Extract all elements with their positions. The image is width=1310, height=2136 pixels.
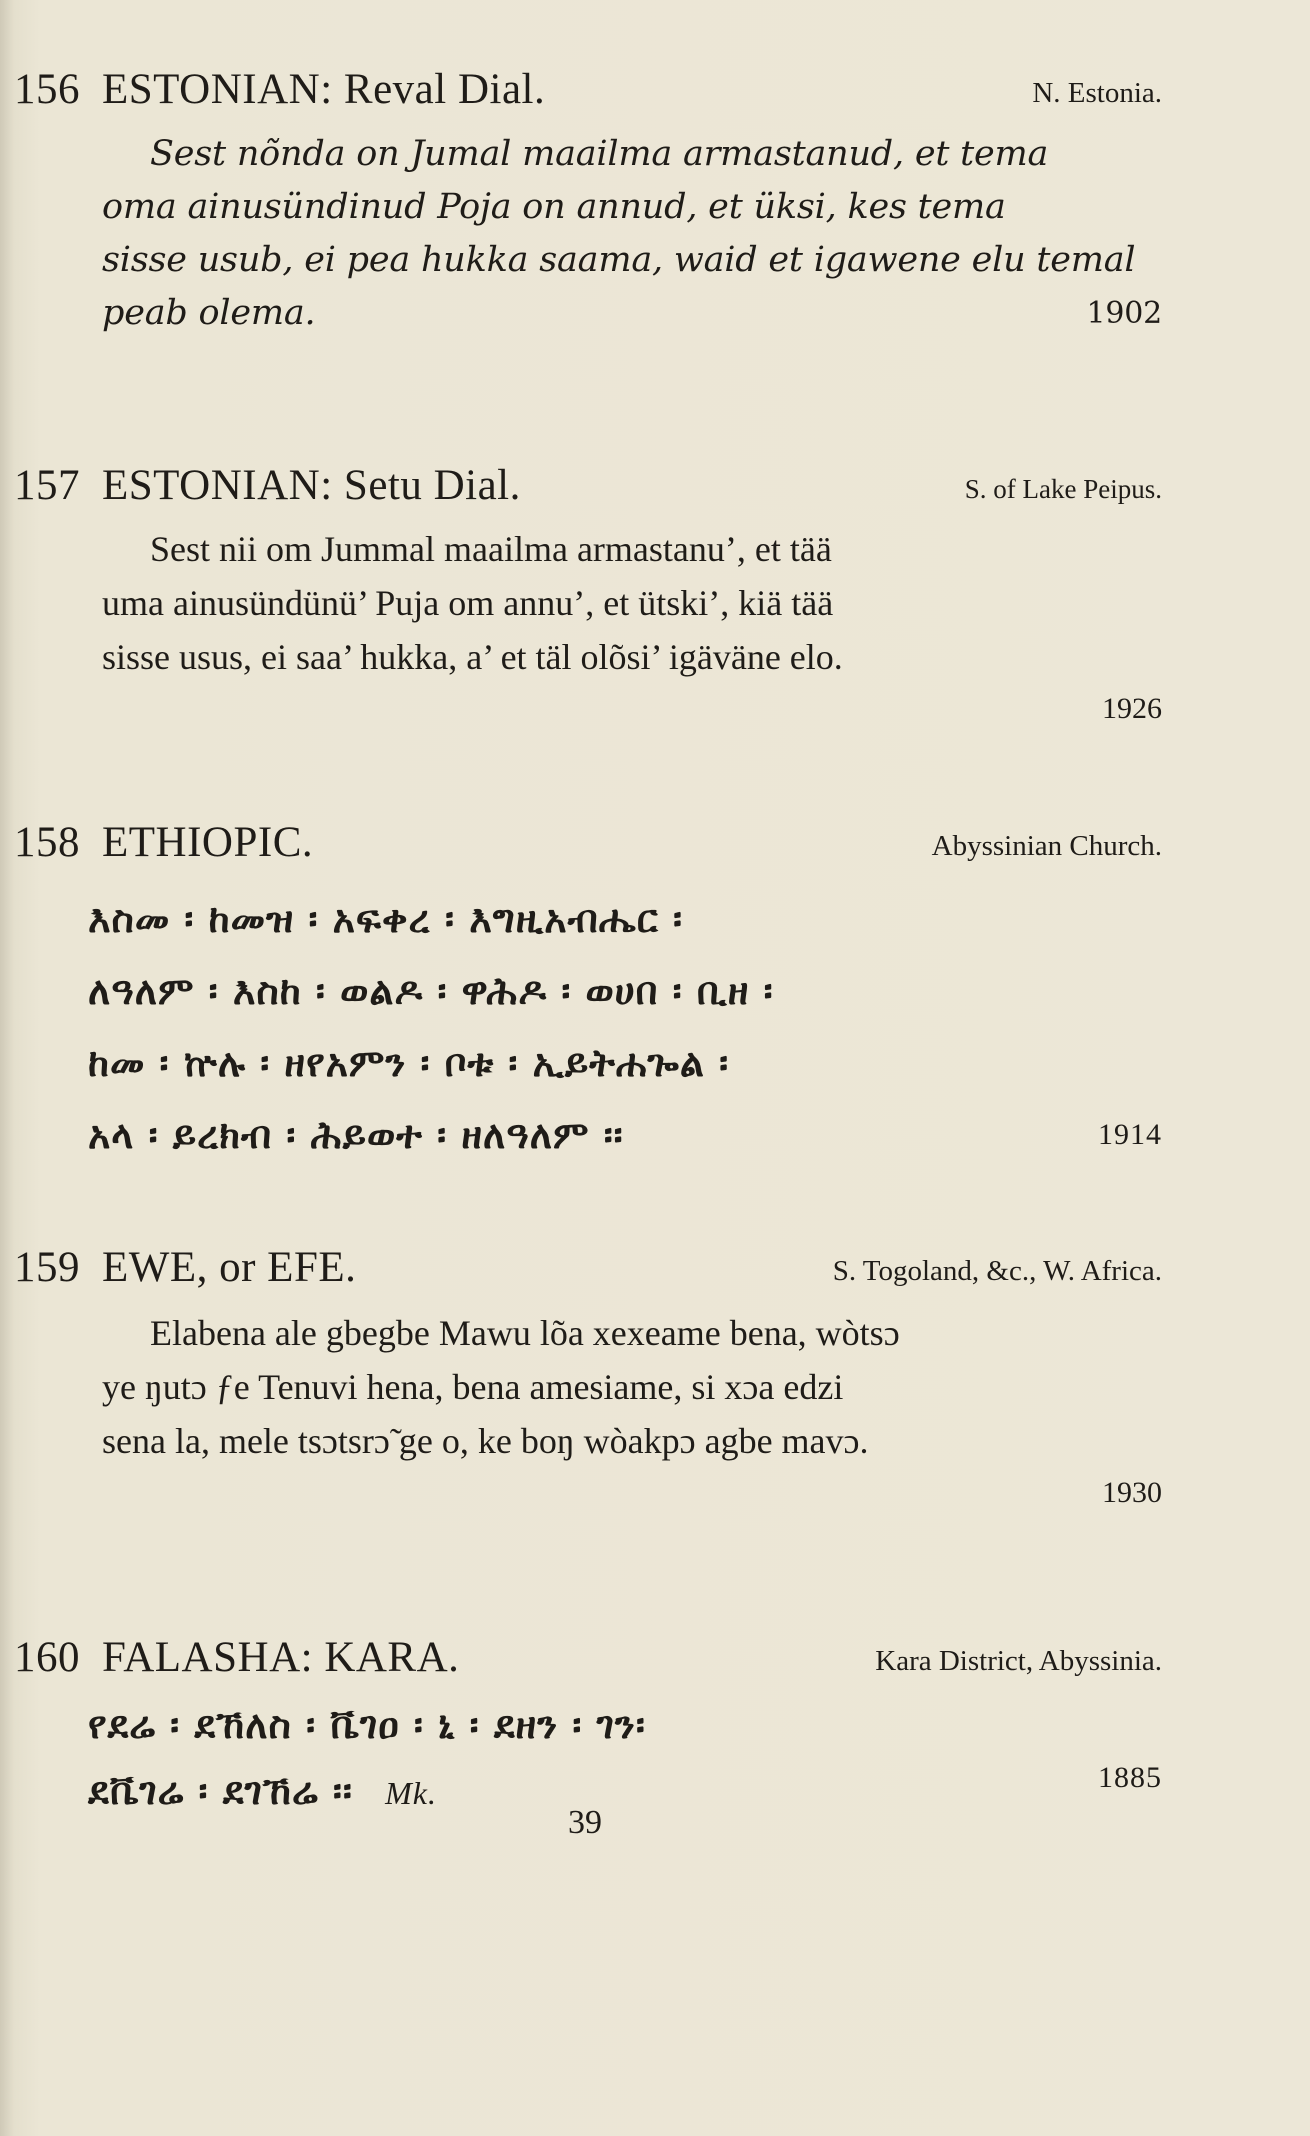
source-abbreviation: Mk. [385, 1775, 437, 1811]
entry-year: 1930 [1102, 1476, 1162, 1509]
entry-number: 157 [14, 462, 80, 509]
text-line: Sest nii om Jummal maailma armastanu’, et tää [150, 529, 832, 569]
entry-number: 156 [14, 66, 80, 113]
text-line-content: ደቬገሬ ፡ ደገኸሬ ፡፡ [88, 1769, 353, 1813]
entry-year: 1926 [1102, 692, 1162, 725]
entry-year: 1902 [1086, 296, 1162, 331]
entry-header [14, 1630, 1162, 1686]
entry-158 [14, 815, 1162, 1171]
text-line-last [88, 1099, 1162, 1171]
entry-header [14, 815, 1162, 871]
entry-region: S. of Lake Peipus. [964, 474, 1162, 504]
text-line-content: peab olema. [102, 293, 316, 333]
text-line: sisse usus, ei saa’ hukka, a’ et täl olõsi’ igäväne elo. [102, 637, 843, 677]
entry-language: ESTONIAN: Reval Dial. [102, 66, 546, 113]
entry-region: S. Togoland, &c., W. Africa. [832, 1255, 1162, 1287]
text-line: uma ainusündünü’ Puja om annu’, et ütski’, kiä tää [102, 583, 834, 623]
entry-160 [14, 1630, 1162, 1826]
entry-156 [14, 62, 1162, 340]
entry-language: ESTONIAN: Setu Dial. [102, 462, 521, 509]
entry-language: FALASHA: KARA. [102, 1634, 460, 1681]
text-line-content: አላ ፡ ይረክብ ፡ ሕይወተ ፡ ዘለዓለም ፡፡ [88, 1113, 624, 1157]
entry-number: 158 [14, 819, 80, 866]
page-number: 39 [568, 1804, 602, 1841]
text-line: Sest nõnda on Jumal maailma armastanud, et tema [150, 134, 1049, 174]
text-line: ለዓለም ፡ እስከ ፡ ወልዶ ፡ ዋሕዶ ፡ ወሀበ ፡ ቢዘ ፡ [88, 969, 774, 1013]
entry-number: 160 [14, 1634, 80, 1681]
text-line: Elabena ale gbegbe Mawu lõa xexeame bena, wòtsɔ [150, 1313, 900, 1353]
entry-region: Abyssinian Church. [931, 830, 1162, 862]
text-line: sisse usub, ei pea hukka saama, waid et igawene elu temal [102, 240, 1136, 280]
entry-region: Kara District, Abyssinia. [875, 1645, 1162, 1677]
text-line: እስመ ፡ ከመዝ ፡ አፍቀረ ፡ እግዚአብሔር ፡ [88, 897, 683, 941]
text-line: sena la, mele tsɔtsrɔ̃ ge o, ke boŋ wòakpɔ agbe mavɔ. [102, 1421, 869, 1461]
text-line: ከመ ፡ ኵሉ ፡ ዘየአምን ፡ ቦቱ ፡ ኢይትሐጐል ፡ [88, 1041, 730, 1085]
entry-language: EWE, or EFE. [102, 1244, 357, 1291]
text-line: የደሬ ፡ ደኸለስ ፡ ቬገዐ ፡ ኒ ፡ ደዘን ፡ ገን፡ [88, 1703, 646, 1747]
entry-header [14, 458, 1162, 514]
entry-157 [14, 458, 1162, 734]
entry-language: ETHIOPIC. [102, 819, 314, 866]
entry-text [102, 522, 1162, 734]
text-line-last [102, 287, 1162, 340]
entry-header [14, 1240, 1162, 1296]
entry-text [102, 128, 1162, 340]
entry-text [88, 883, 1162, 1171]
entry-year: 1885 [1098, 1761, 1162, 1794]
text-line: ye ŋutɔ ƒe Tenuvi hena, bena amesiame, si xɔa edzi [102, 1367, 844, 1407]
entry-159 [14, 1240, 1162, 1518]
entry-region: N. Estonia. [1032, 77, 1162, 109]
text-line: oma ainusündinud Poja on annud, et üksi, kes tema [102, 187, 1006, 227]
entry-number: 159 [14, 1244, 80, 1291]
entry-year: 1914 [1098, 1118, 1162, 1151]
entry-header [14, 62, 1162, 118]
entry-text [102, 1306, 1162, 1518]
